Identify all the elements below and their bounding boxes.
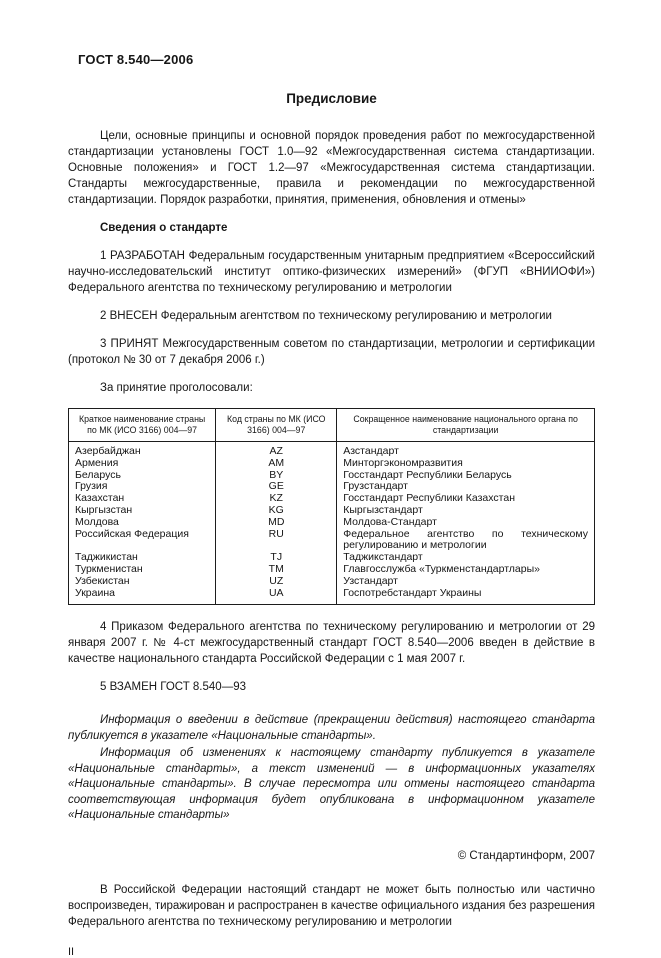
country-cell: Азербайджан	[69, 442, 216, 458]
country-cell: Молдова	[69, 517, 216, 529]
order-paragraph: 4 Приказом Федерального агентства по техническому регулированию и метрологии от 29 января 2007 г. № 4-ст межгосударственный стандарт ГОСТ 8.540—2006 введен в действие в качестве национального стандарта Российской Федерации с 1 мая 2007 г.	[68, 621, 595, 666]
org-cell: Молдова-Стандарт	[337, 517, 595, 529]
code-cell: UA	[216, 588, 337, 605]
table-row	[69, 470, 595, 482]
code-cell: TM	[216, 564, 337, 576]
org-cell: Азстандарт	[337, 442, 595, 458]
doc-code: ГОСТ 8.540—2006	[78, 52, 194, 67]
country-cell: Украина	[69, 588, 216, 605]
code-cell: KG	[216, 505, 337, 517]
vote-table-body	[69, 442, 595, 605]
org-cell: Федеральное агентство по техническому регулированию и метрологии	[337, 529, 595, 553]
code-cell: KZ	[216, 493, 337, 505]
country-cell: Грузия	[69, 481, 216, 493]
country-cell: Казахстан	[69, 493, 216, 505]
table-row	[69, 529, 595, 553]
table-row	[69, 493, 595, 505]
intro-paragraph: Цели, основные принципы и основной порядок проведения работ по межгосударственной стандартизации установлены ГОСТ 1.0—92 «Межгосударственная система стандартизации. Основные положения» и ГОСТ 1.2—97 «Межгосударственная система стандартизации. Стандарты межгосударственные, правила и рекомендации по межгосударственной стандартизации. Порядок разработки, принятия, применения, обновления и отмены»	[68, 130, 595, 206]
code-cell: GE	[216, 481, 337, 493]
table-row	[69, 517, 595, 529]
info-item-developed: 1 РАЗРАБОТАН Федеральным государственным унитарным предприятием «Всероссийский научно-исследовательский институт оптико-физических измерений» (ФГУП «ВНИИОФИ») Федерального агентства по техническому регулированию и метрологии	[68, 250, 595, 294]
table-row	[69, 505, 595, 517]
org-cell: Главгосслужба «Туркменстандартлары»	[337, 564, 595, 576]
org-cell: Минторгэкономразвития	[337, 458, 595, 470]
page-title: Предисловие	[286, 91, 377, 106]
table-row	[69, 576, 595, 588]
org-cell: Таджикстандарт	[337, 552, 595, 564]
code-cell: MD	[216, 517, 337, 529]
country-cell: Узбекистан	[69, 576, 216, 588]
org-cell: Узстандарт	[337, 576, 595, 588]
table-row	[69, 564, 595, 576]
table-header-country: Краткое наименование страны по МК (ИСО 3166) 004—97	[69, 409, 216, 442]
info-item-submitted: 2 ВНЕСЕН Федеральным агентством по техническому регулированию и метрологии	[100, 310, 552, 322]
standard-info-heading: Сведения о стандарте	[100, 222, 228, 234]
replacement-paragraph: 5 ВЗАМЕН ГОСТ 8.540—93	[100, 681, 246, 694]
code-cell: RU	[216, 529, 337, 553]
vote-lead: За принятие проголосовали:	[100, 382, 253, 394]
org-cell: Госпотребстандарт Украины	[337, 588, 595, 605]
page-number: II	[68, 945, 75, 958]
reproduction-notice: В Российской Федерации настоящий стандарт не может быть полностью или частично воспроизведен, тиражирован и распространен в качестве официального издания без разрешения Федерального агентства по техническому регулированию и метрологии	[68, 883, 595, 928]
publication-note-changes: Информация об изменениях к настоящему стандарту публикуется в указателе «Национальные стандарты», а текст изменений — в информационных указателях «Национальные стандарты». В случае пересмотра или отмены настоящего стандарта соответствующая информация будет опубликована в информационном указателе «Национальные стандарты»	[68, 747, 595, 822]
country-cell: Туркменистан	[69, 564, 216, 576]
table-row	[69, 481, 595, 493]
code-cell: BY	[216, 470, 337, 482]
info-item-adopted: 3 ПРИНЯТ Межгосударственным советом по стандартизации, метрологии и сертификации (протокол № 30 от 7 декабря 2006 г.)	[68, 338, 595, 366]
table-row	[69, 458, 595, 470]
code-cell: AZ	[216, 442, 337, 458]
org-cell: Кыргызстандарт	[337, 505, 595, 517]
org-cell: Госстандарт Республики Казахстан	[337, 493, 595, 505]
country-cell: Кыргызстан	[69, 505, 216, 517]
publication-note-enactment: Информация о введении в действие (прекращении действия) настоящего стандарта публикуется в указателе «Национальные стандарты».	[68, 714, 595, 742]
country-cell: Таджикистан	[69, 552, 216, 564]
copyright-line: © Стандартинформ, 2007	[457, 849, 595, 862]
code-cell: UZ	[216, 576, 337, 588]
country-cell: Беларусь	[69, 470, 216, 482]
org-cell: Госстандарт Республики Беларусь	[337, 470, 595, 482]
table-header-code: Код страны по МК (ИСО 3166) 004—97	[216, 409, 337, 442]
country-cell: Российская Федерация	[69, 529, 216, 553]
vote-table-head	[69, 409, 595, 442]
table-header-org: Сокращенное наименование национального органа по стандартизации	[337, 409, 595, 442]
table-row	[69, 588, 595, 605]
table-header-row	[69, 409, 595, 442]
country-cell: Армения	[69, 458, 216, 470]
vote-table	[68, 408, 595, 605]
code-cell: AM	[216, 458, 337, 470]
org-cell: Грузстандарт	[337, 481, 595, 493]
code-cell: TJ	[216, 552, 337, 564]
table-row	[69, 442, 595, 458]
